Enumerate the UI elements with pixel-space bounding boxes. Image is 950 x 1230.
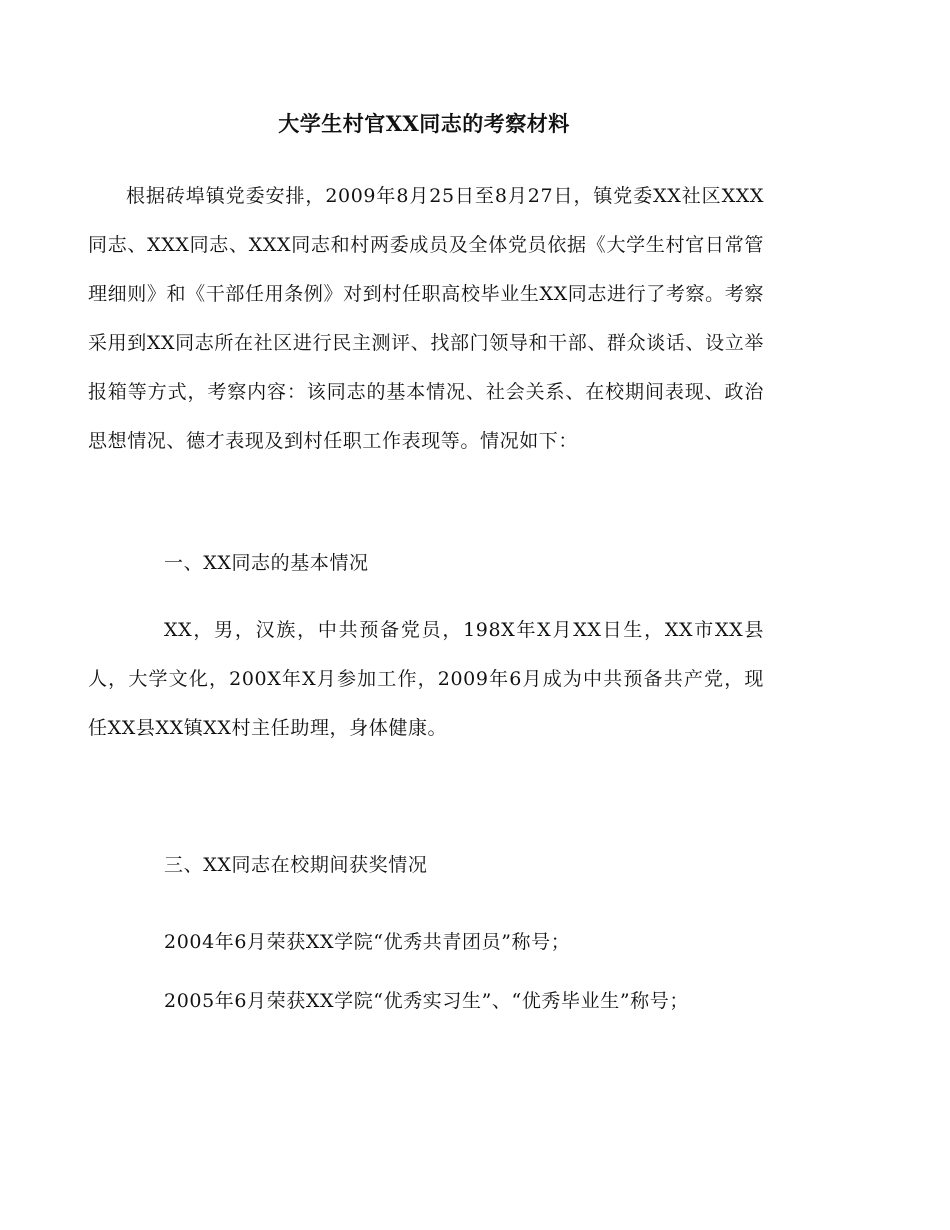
- section-heading-awards: 三、XX同志在校期间获奖情况: [164, 854, 428, 876]
- document-title: 大学生村官XX同志的考察材料: [278, 111, 570, 136]
- basic-info-paragraph: XX，男，汉族，中共预备党员，198X年X月XX日生，XX市XX县人，大学文化，200X年X月参加工作，2009年6月成为中共预备共产党，现任XX县XX镇XX村主任助理，身体健康。: [88, 619, 764, 739]
- section-heading-basic-info: 一、XX同志的基本情况: [164, 552, 369, 574]
- award-item: 2004年6月荣获XX学院“优秀共青团员”称号；: [164, 931, 571, 953]
- award-item: 2005年6月荣获XX学院“优秀实习生”、“优秀毕业生”称号；: [164, 990, 689, 1012]
- intro-paragraph: 根据砖埠镇党委安排，2009年8月25日至8月27日，镇党委XX社区XXX同志、XXX同志、XXX同志和村两委成员及全体党员依据《大学生村官日常管理细则》和《干部任用条例》对到村任职高校毕业生XX同志进行了考察。考察采用到XX同志所在社区进行民主测评、找部门领导和干部、群众谈话、设立举报箱等方式，考察内容：该同志的基本情况、社会关系、在校期间表现、政治思想情况、德才表现及到村任职工作表现等。情况如下：: [88, 185, 764, 452]
